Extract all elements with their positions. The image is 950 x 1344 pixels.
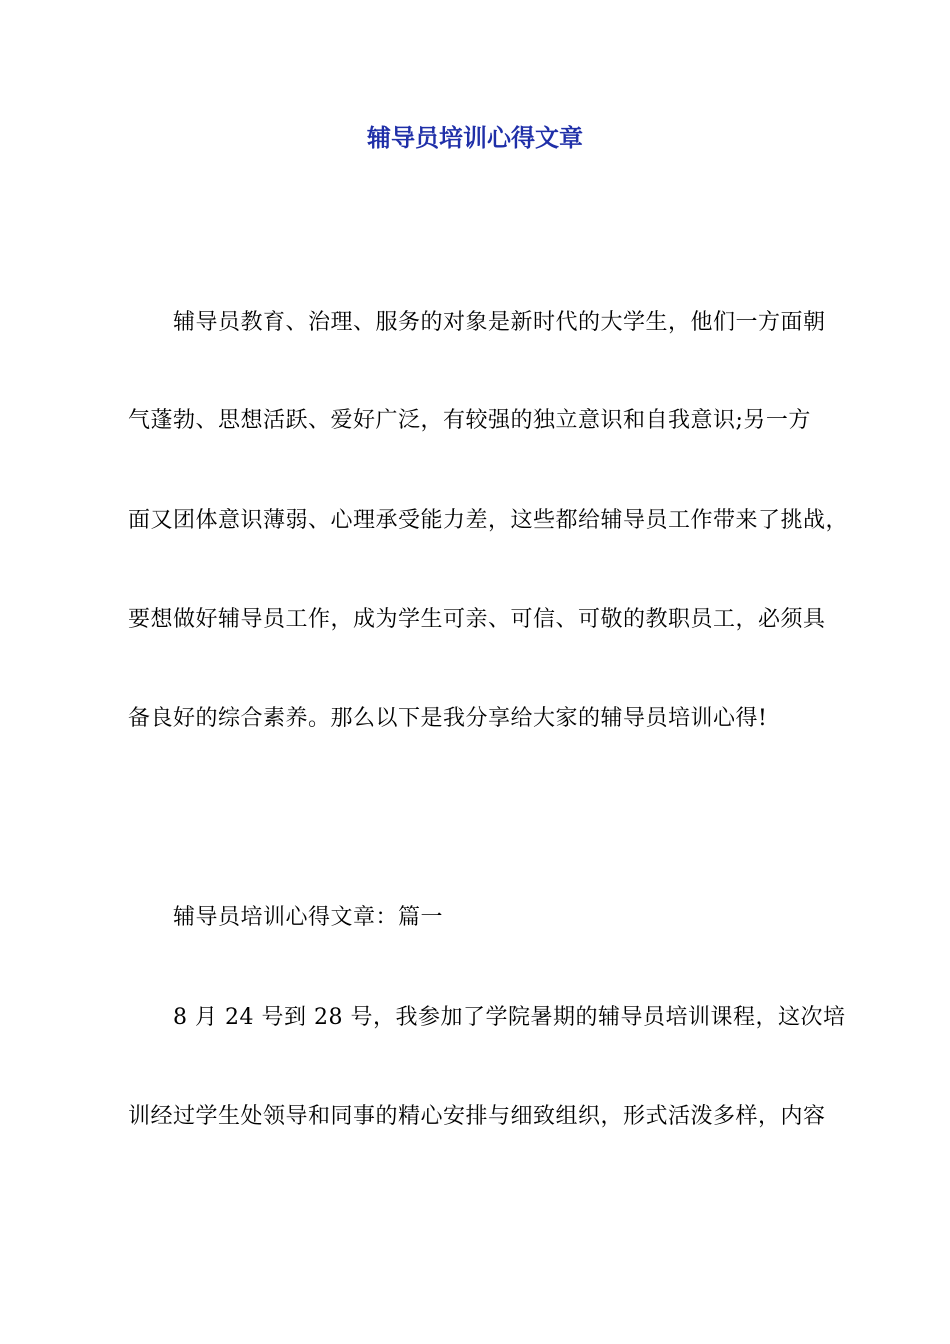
intro-line-4: 要想做好辅导员工作，成为学生可亲、可信、可敬的教职员工，必须具 [128, 607, 826, 632]
intro-line-1: 辅导员教育、治理、服务的对象是新时代的大学生，他们一方面朝 [173, 310, 826, 335]
intro-line-2: 气蓬勃、思想活跃、爱好广泛，有较强的独立意识和自我意识;另一方 [128, 408, 811, 433]
document-title: 辅导员培训心得文章 [367, 124, 583, 152]
body-line-2: 训经过学生处领导和同事的精心安排与细致组织，形式活泼多样，内容 [128, 1104, 826, 1129]
section-heading: 辅导员培训心得文章：篇一 [173, 905, 444, 930]
intro-line-3: 面又团体意识薄弱、心理承受能力差，这些都给辅导员工作带来了挑战， [128, 508, 849, 533]
intro-line-5: 备良好的综合素养。那么以下是我分享给大家的辅导员培训心得! [128, 706, 768, 731]
body-line-1: 8 月 24 号到 28 号，我参加了学院暑期的辅导员培训课程，这次培 [173, 1005, 846, 1030]
